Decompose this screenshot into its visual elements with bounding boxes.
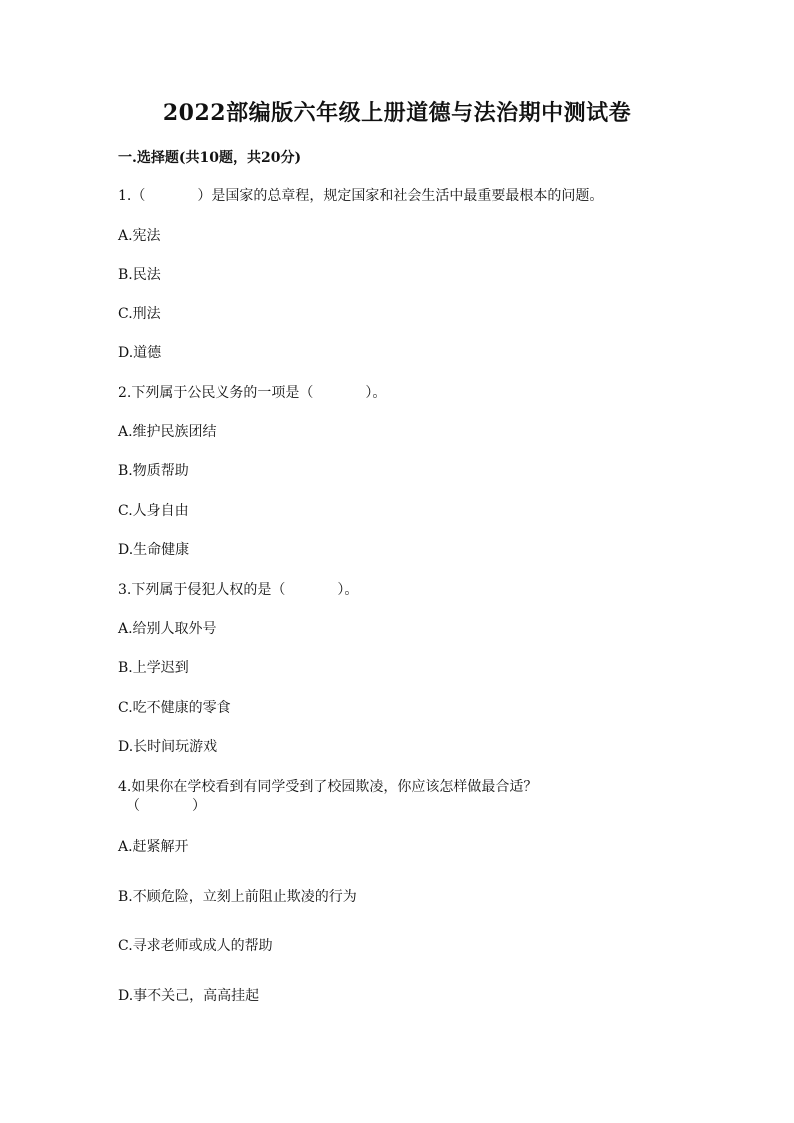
option-b: B.上学迟到 — [118, 660, 189, 676]
question-4-paren-open: （ — [126, 798, 140, 814]
question-4-paren-close: ） — [192, 798, 206, 814]
question-3-stem — [118, 580, 358, 600]
option-a: A.维护民族团结 — [118, 424, 217, 440]
question-3-stem-end: ）。 — [337, 582, 359, 598]
question-4-stem-line2 — [126, 796, 206, 816]
question-2-stem — [118, 383, 386, 403]
question-1-stem-end: ）是国家的总章程，规定国家和社会生活中最重要最根本的问题。 — [197, 188, 604, 204]
question-2-stem-end: ）。 — [365, 385, 387, 401]
option-c: C.寻求老师或成人的帮助 — [118, 938, 273, 954]
option-a: A.宪法 — [118, 228, 161, 244]
page-title: 2022部编版六年级上册道德与法治期中测试卷 — [162, 100, 632, 126]
option-b: B.不顾危险，立刻上前阻止欺凌的行为 — [118, 889, 357, 905]
option-c: C.人身自由 — [118, 503, 189, 519]
option-d: D.生命健康 — [118, 542, 190, 558]
question-1-stem — [118, 186, 603, 206]
option-a: A.赶紧解开 — [118, 839, 189, 855]
option-c: C.刑法 — [118, 306, 161, 322]
option-a: A.给别人取外号 — [118, 621, 217, 637]
question-2-stem-start: 2.下列属于公民义务的一项是（ — [118, 385, 314, 401]
question-3-stem-start: 3.下列属于侵犯人权的是（ — [118, 582, 286, 598]
question-4-stem: 4.如果你在学校看到有同学受到了校园欺凌，你应该怎样做最合适？ — [118, 779, 538, 795]
option-d: D.道德 — [118, 345, 162, 361]
option-b: B.物质帮助 — [118, 463, 189, 479]
option-c: C.吃不健康的零食 — [118, 700, 231, 716]
section-heading: 一.选择题(共10题，共20分) — [118, 150, 302, 166]
option-b: B.民法 — [118, 267, 161, 283]
question-1-stem-start: 1.（ — [118, 188, 146, 204]
option-d: D.长时间玩游戏 — [118, 739, 218, 755]
option-d: D.事不关己，高高挂起 — [118, 988, 260, 1004]
